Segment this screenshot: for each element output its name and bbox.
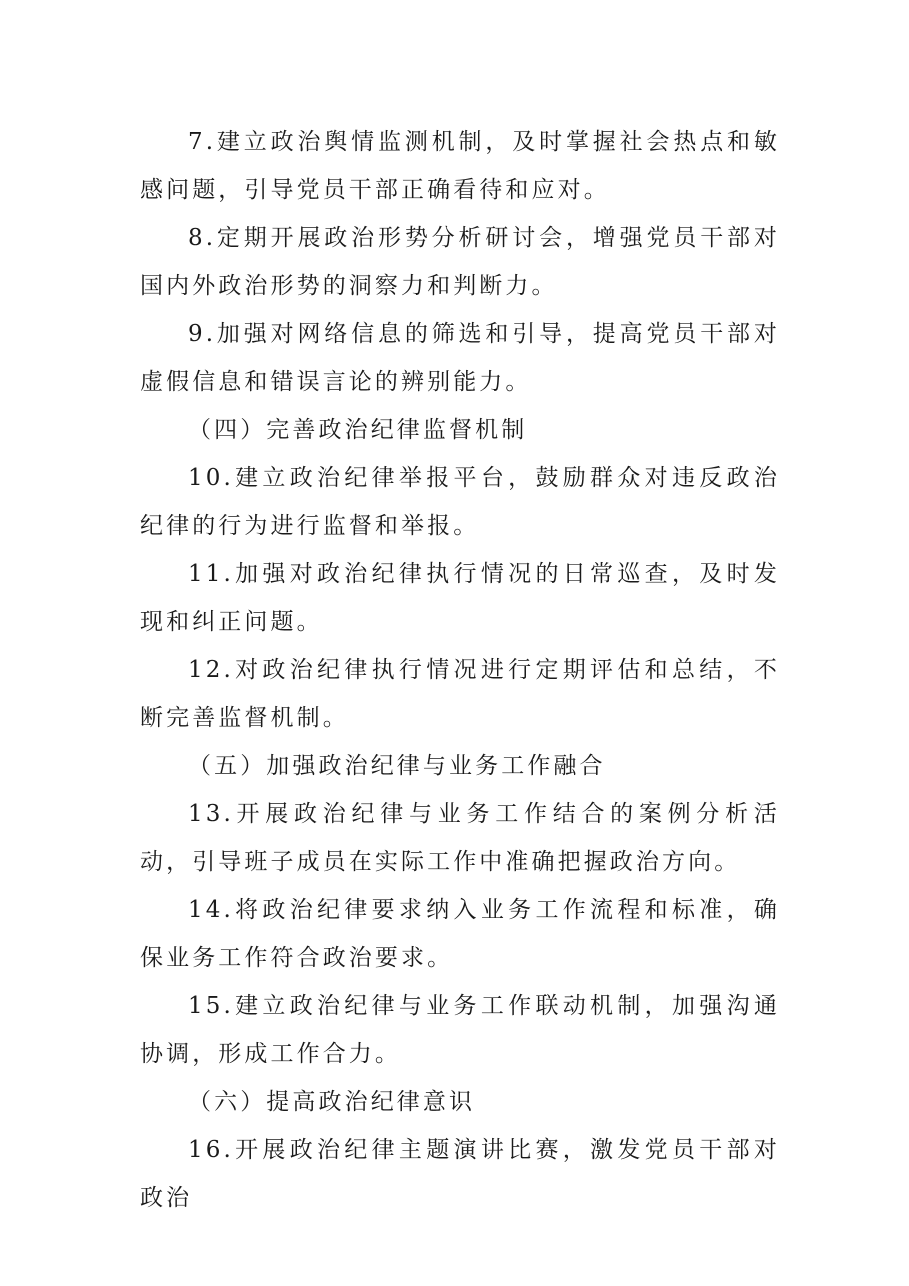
paragraph-14: 14.将政治纪律要求纳入业务工作流程和标准，确保业务工作符合政治要求。 — [140, 897, 780, 971]
paragraph-15: 15.建立政治纪律与业务工作联动机制，加强沟通协调，形成工作合力。 — [140, 993, 780, 1067]
section-heading-6: （六）提高政治纪律意识 — [188, 1089, 476, 1115]
paragraph-9: 9.加强对网络信息的筛选和引导，提高党员干部对虚假信息和错误言论的辨别能力。 — [140, 321, 780, 395]
paragraph-11: 11.加强对政治纪律执行情况的日常巡查，及时发现和纠正问题。 — [140, 561, 780, 635]
paragraph-7: 7.建立政治舆情监测机制，及时掌握社会热点和敏感问题，引导党员干部正确看待和应对。 — [140, 129, 780, 203]
section-heading-5: （五）加强政治纪律与业务工作融合 — [188, 753, 606, 779]
paragraph-13: 13.开展政治纪律与业务工作结合的案例分析活动，引导班子成员在实际工作中准确把握政治方向。 — [140, 801, 780, 875]
paragraph-10: 10.建立政治纪律举报平台，鼓励群众对违反政治纪律的行为进行监督和举报。 — [140, 465, 780, 539]
document-body — [140, 118, 780, 1222]
paragraph-12: 12.对政治纪律执行情况进行定期评估和总结，不断完善监督机制。 — [140, 657, 780, 731]
paragraph-16: 16.开展政治纪律主题演讲比赛，激发党员干部对政治 — [140, 1137, 780, 1211]
paragraph-8: 8.定期开展政治形势分析研讨会，增强党员干部对国内外政治形势的洞察力和判断力。 — [140, 225, 780, 299]
section-heading-4: （四）完善政治纪律监督机制 — [188, 417, 528, 443]
